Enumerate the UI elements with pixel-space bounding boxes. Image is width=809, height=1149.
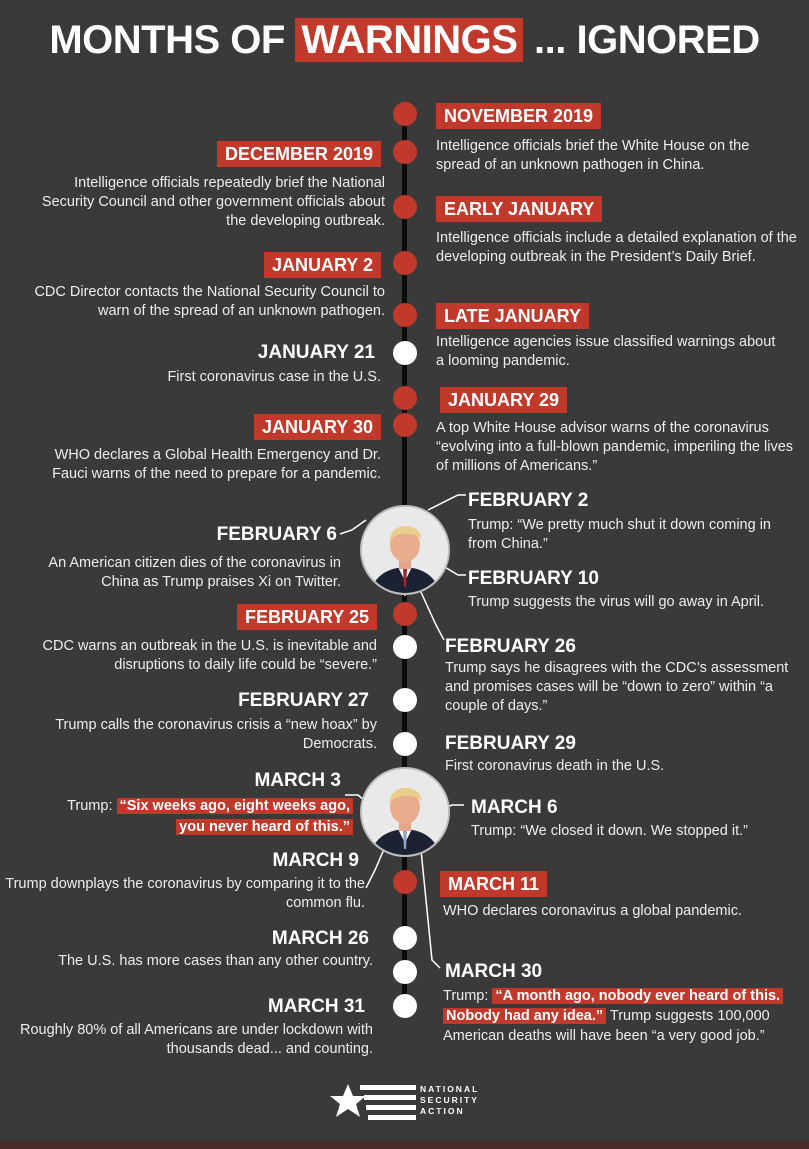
date-tag-dec2019: DECEMBER 2019	[217, 141, 381, 167]
date-tag-latejan: LATE JANUARY	[436, 303, 589, 329]
timeline-dot-mar26	[393, 926, 417, 950]
date-tag-jan29: JANUARY 29	[440, 387, 567, 413]
quote-prefix: Trump:	[443, 988, 489, 1004]
event-text-feb29: First coronavirus death in the U.S.	[445, 758, 665, 774]
date-heading-feb2: FEBRUARY 2	[468, 490, 589, 511]
event-text-mar3	[23, 796, 353, 838]
date-heading-feb6: FEBRUARY 6	[216, 524, 337, 545]
title-highlight: WARNINGS	[295, 18, 523, 62]
timeline-dot-feb27	[393, 688, 417, 712]
highlighted-quote: “A month ago, nobody ever heard of this.	[492, 988, 783, 1004]
timeline-dot-mar31	[393, 994, 417, 1018]
connector-feb26	[420, 590, 444, 640]
event-text-feb25: CDC warns an outbreak in the U.S. is inevitable and disruptions to daily life could be “severe.”	[42, 638, 377, 673]
highlighted-quote: you never heard of this.”	[176, 819, 353, 835]
event-text-feb2: Trump: “We pretty much shut it down coming in from China.”	[468, 517, 771, 552]
connector-mar30	[420, 840, 440, 968]
quote-prefix: Trump:	[67, 798, 113, 814]
date-tag-jan30: JANUARY 30	[254, 414, 381, 440]
date-heading-mar3: MARCH 3	[254, 770, 341, 791]
event-text-feb10: Trump suggests the virus will go away in April.	[468, 594, 765, 610]
event-text-mar26: The U.S. has more cases than any other country.	[58, 953, 373, 969]
star-flag-icon	[330, 1082, 418, 1122]
timeline-dot-jan21	[393, 341, 417, 365]
date-heading-mar9: MARCH 9	[272, 850, 359, 871]
date-tag-earlyjan: EARLY JANUARY	[436, 196, 602, 222]
connector-feb2	[428, 495, 466, 510]
portrait-icon	[362, 769, 448, 855]
quote-rest: Trump suggests 100,000 American deaths will have been “a very good job.”	[443, 1008, 770, 1044]
date-heading-feb27: FEBRUARY 27	[238, 690, 369, 711]
event-text-jan29: A top White House advisor warns of the coronavirus “evolving into a full-blown pandemic, imperiling the lives of millions of Americans.”	[436, 420, 794, 474]
event-text-dec2019: Intelligence officials repeatedly brief the National Security Council and other government officials about the developing outbreak.	[41, 175, 385, 229]
timeline-dot-jan29	[393, 386, 417, 410]
timeline-dot-jan2	[393, 251, 417, 275]
portrait-trump-mar	[360, 767, 450, 857]
event-text-mar9: Trump downplays the coronavirus by comparing it to the common flu.	[5, 876, 365, 911]
date-heading-feb29: FEBRUARY 29	[445, 733, 576, 754]
date-tag-nov2019: NOVEMBER 2019	[436, 103, 601, 129]
event-text-latejan: Intelligence agencies issue classified warnings about a looming pandemic.	[436, 334, 776, 369]
date-tag-mar11: MARCH 11	[440, 871, 547, 897]
date-heading-mar31: MARCH 31	[267, 996, 365, 1017]
highlighted-quote: “Six weeks ago, eight weeks ago,	[117, 798, 353, 814]
event-text-jan2: CDC Director contacts the National Security Council to warn of the spread of an unknown pathogen.	[34, 284, 385, 319]
event-text-feb26: Trump says he disagrees with the CDC’s assessment and promises cases will be “down to zero” within “a couple of days.”	[445, 660, 789, 714]
date-heading-feb26: FEBRUARY 26	[445, 636, 576, 657]
footer-bar	[0, 1141, 809, 1149]
title-part1: MONTHS OF	[49, 18, 285, 62]
event-text-earlyjan: Intelligence officials include a detailed explanation of the developing outbreak in the President’s Daily Brief.	[436, 230, 797, 265]
event-text-feb27: Trump calls the coronavirus crisis a “new hoax” by Democrats.	[55, 717, 377, 752]
title-part2: ... IGNORED	[534, 18, 760, 62]
timeline-dot-feb26	[393, 635, 417, 659]
date-heading-mar6: MARCH 6	[471, 797, 558, 818]
portrait-trump-feb	[360, 505, 450, 595]
highlighted-quote: Nobody had any idea.”	[443, 1008, 606, 1024]
date-tag-feb25: FEBRUARY 25	[237, 604, 377, 630]
event-text-jan30: WHO declares a Global Health Emergency and Dr. Fauci warns of the need to prepare for a pandemic.	[52, 447, 381, 482]
timeline-dot-mar11	[393, 870, 417, 894]
event-text-mar11: WHO declares coronavirus a global pandemic.	[443, 903, 742, 919]
event-text-feb6: An American citizen dies of the coronavirus in China as Trump praises Xi on Twitter.	[48, 555, 341, 590]
timeline-dot-nov2019	[393, 102, 417, 126]
event-text-mar31: Roughly 80% of all Americans are under lockdown with thousands dead... and counting.	[19, 1022, 373, 1057]
timeline-dot-mar30	[393, 960, 417, 984]
timeline-dot-earlyjan	[393, 195, 417, 219]
date-heading-jan21: JANUARY 21	[257, 342, 375, 363]
event-text-mar6: Trump: “We closed it down. We stopped it.”	[471, 823, 748, 839]
date-tag-jan2: JANUARY 2	[264, 252, 381, 278]
timeline-dot-dec2019	[393, 140, 417, 164]
event-text-nov2019: Intelligence officials brief the White House on the spread of an unknown pathogen in China.	[436, 138, 750, 173]
connector-feb6	[340, 520, 366, 534]
timeline-dot-feb25	[393, 602, 417, 626]
logo-line1: NATIONAL	[420, 1084, 480, 1094]
date-heading-feb10: FEBRUARY 10	[468, 568, 599, 589]
portrait-icon	[362, 507, 448, 593]
event-text-jan21: First coronavirus case in the U.S.	[167, 369, 381, 385]
date-heading-mar30: MARCH 30	[445, 961, 543, 982]
logo-line2: SECURITY	[420, 1095, 479, 1105]
timeline-dot-latejan	[393, 303, 417, 327]
logo-line3: ACTION	[420, 1106, 465, 1116]
timeline-dot-jan30	[393, 413, 417, 437]
logo-wordmark	[420, 1084, 479, 1117]
timeline-dot-feb29	[393, 732, 417, 756]
event-text-mar30	[443, 986, 805, 1046]
date-heading-mar26: MARCH 26	[271, 928, 369, 949]
